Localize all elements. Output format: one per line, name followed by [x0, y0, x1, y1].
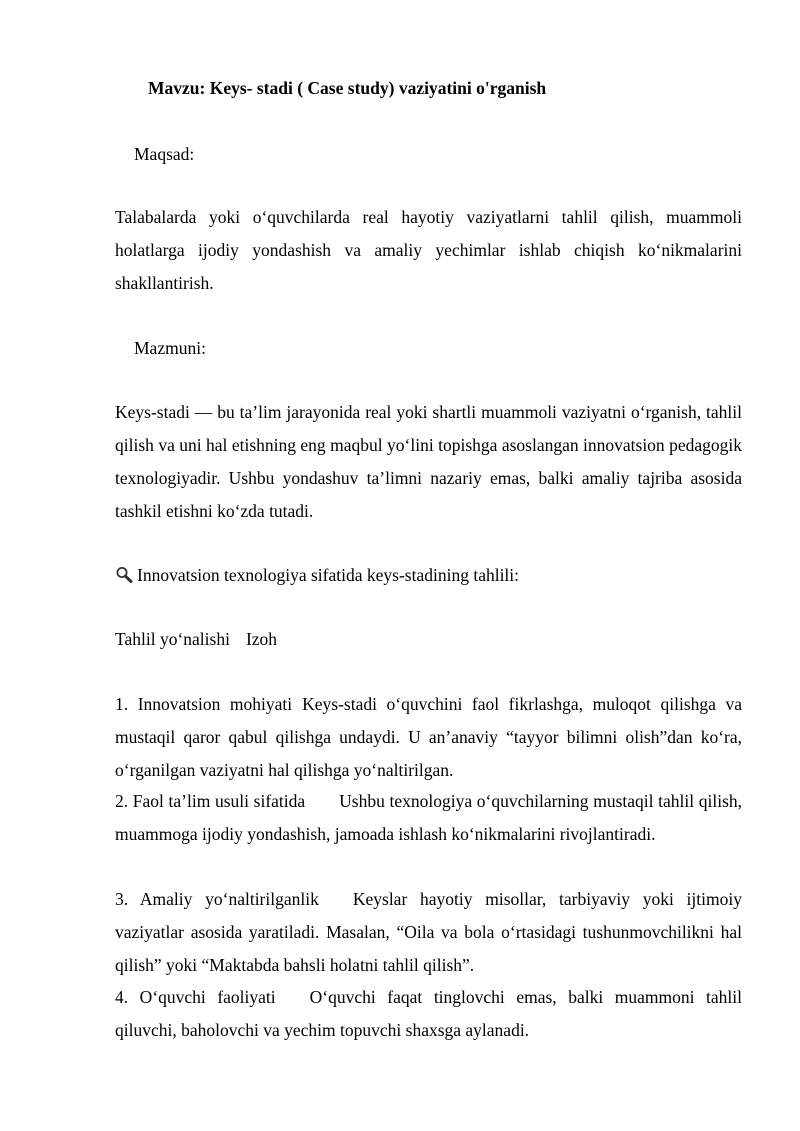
column-note-header: Izoh: [245, 629, 278, 649]
analysis-item-1: [115, 688, 742, 787]
maqsad-heading: Maqsad:: [134, 144, 195, 164]
analysis-item-4: [115, 981, 742, 1047]
analysis-heading: Innovatsion texnologiya sifatida keys-stadining tahlili:: [137, 565, 520, 585]
document-title: Mavzu: Keys- stadi ( Case study) vaziyatini o'rganish: [148, 78, 547, 98]
item-text: O‘quvchi faqat tinglovchi emas, balki muammoni tahlil qiluvchi, baholovchi va yechim topuvchi shaxsga aylanadi.: [115, 987, 742, 1040]
item-label: 1. Innovatsion mohiyati: [115, 694, 293, 714]
mazmuni-paragraph: Keys-stadi — bu ta’lim jarayonida real yoki shartli muammoli vaziyatni o‘rganish, tahlil qilish va uni hal etishning eng maqbul yo‘lini topishga asoslangan innovatsion pedagogik texnologiyadir. Ushbu yondashuv ta’limni nazariy emas, balki amaliy tajriba asosida tashkil etishni ko‘zda tutadi.: [115, 402, 742, 521]
item-text: Keys-stadi o‘quvchini faol fikrlashga, muloqot qilishga va mustaqil qaror qabul qilishga undaydi. U an’anaviy “tayyor bilimni olish”dan ko‘ra, o‘rganilgan vaziyatni hal qilishga yo‘naltirilgan.: [115, 694, 742, 780]
analysis-item-3: [115, 883, 742, 982]
item-text: Keyslar hayotiy misollar, tarbiyaviy yoki ijtimoiy vaziyatlar asosida yaratiladi. Masalan, “Oila va bola o‘rtasidagi tushunmovchilikni hal qilish” yoki “Maktabda bahsli holatni tahlil qilish”.: [115, 889, 742, 975]
item-label: 3. Amaliy yo‘naltirilganlik: [115, 889, 319, 909]
item-text: Ushbu texnologiya o‘quvchilarning mustaqil tahlil qilish, muammoga ijodiy yondashish, jamoada ishlash ko‘nikmalarini rivojlantiradi.: [115, 791, 743, 844]
search-icon: [115, 566, 133, 583]
table-header: [115, 623, 277, 656]
item-label: 2. Faol ta’lim usuli sifatida: [115, 791, 306, 811]
analysis-item-2: [115, 785, 742, 851]
mazmuni-heading: Mazmuni:: [134, 338, 206, 358]
item-label: 4. O‘quvchi faoliyati: [115, 987, 276, 1007]
column-direction-header: Tahlil yo‘nalishi: [115, 629, 230, 649]
analysis-heading-line: [115, 559, 519, 592]
maqsad-paragraph: Talabalarda yoki o‘quvchilarda real hayotiy vaziyatlarni tahlil qilish, muammoli holatlarga ijodiy yondashish va amaliy yechimlar ishlab chiqish ko‘nikmalarini shakllantirish.: [115, 207, 742, 293]
